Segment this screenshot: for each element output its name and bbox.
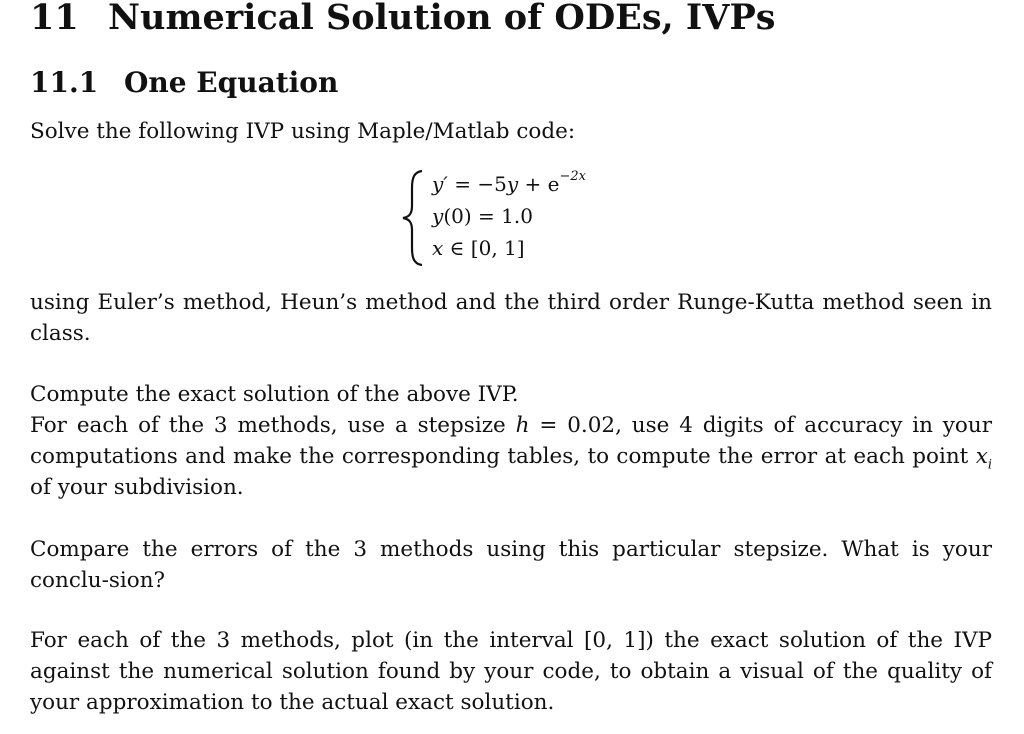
compare-paragraph: Compare the errors of the 3 methods using this particular stepsize. What is your conclu-sion? — [30, 537, 992, 593]
exact-solution-sentence: Compute the exact solution of the above IVP. — [30, 382, 519, 407]
equation-ode — [432, 168, 586, 200]
tables-paragraph — [30, 379, 992, 503]
tables-text-b: = 0.02, use 4 digits of accuracy in your computations and make the corresponding tables, to compute the error at each point — [30, 413, 992, 469]
eq1-rhs: = −5 — [447, 172, 507, 196]
eq2-lhs: y — [432, 204, 444, 228]
subsection-heading — [30, 66, 338, 100]
methods-paragraph: using Euler’s method, Heun’s method and the third order Runge-Kutta method seen in class. — [30, 290, 992, 346]
left-brace-icon — [398, 168, 428, 268]
section-title: Numerical Solution of ODEs, IVPs — [108, 0, 776, 38]
section-number: 11 — [30, 0, 79, 38]
subsection-title: One Equation — [124, 66, 339, 99]
equation-initial-condition — [432, 200, 586, 232]
eq1-plus: + e — [518, 172, 560, 196]
point-symbol: x — [975, 444, 988, 469]
eq1-exponent: −2x — [559, 169, 586, 185]
eq1-lhs: y′ — [432, 172, 448, 196]
eq3-rhs: ∈ [0, 1] — [443, 236, 525, 260]
eq3-lhs: x — [432, 236, 444, 260]
section-heading — [30, 0, 775, 38]
ivp-equation-system — [398, 168, 658, 268]
eq2-rhs: (0) = 1.0 — [443, 204, 533, 228]
plot-paragraph: For each of the 3 methods, plot (in the interval [0, 1]) the exact solution of the IVP against the numerical solution found by your code, to obtain a visual of the quality of your approximation to the actual exact solution. — [30, 628, 992, 715]
subsection-number: 11.1 — [30, 66, 99, 99]
stepsize-symbol: h — [515, 413, 530, 438]
tables-text-c: of your subdivision. — [30, 475, 244, 500]
intro-paragraph: Solve the following IVP using Maple/Matlab code: — [30, 119, 576, 144]
equation-lines — [432, 168, 586, 264]
point-subscript: i — [987, 457, 992, 473]
eq1-var: y — [506, 172, 519, 196]
tables-text-a: For each of the 3 methods, use a stepsize — [30, 413, 516, 438]
equation-domain — [432, 232, 586, 264]
